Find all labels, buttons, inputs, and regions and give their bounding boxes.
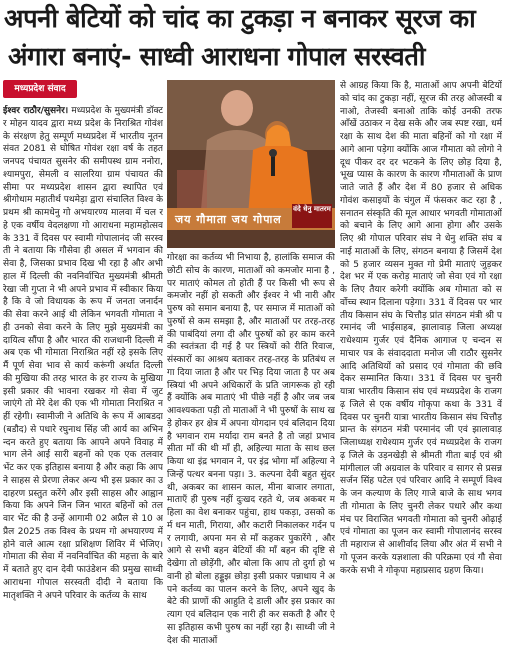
- article-text-left: मध्यप्रदेश के मुख्यमंत्री डॉक्टर मोहन यादव द्वारा मध्य प्रदेश के निराश्रित गोवंश के संरक्षण हेतु सम्पूर्ण मध्यप्रदेश में भारतीय नूतन संवत 2081 से घोषित गोवंश रक्षा वर्ष के तहत जनपद पंचायत सुसनेर की समीपस्थ ग्राम ननोरा, श्यामपुरा, सेमली व सालरिया ग्राम पंचायत की सीमा पर मध्यप्रदेश शासन द्वारा स्थापित एवं श्रीगोधाम महातीर्थ पथमेड़ा द्वारा संचालित विश्व के प्रथम श्री कामधेनु गो अभयारण्य मालवा में चल रहे एक वर्षीय वेदलक्षणा गो आराधना महामहोत्सव के 331 वें दिवस पर स्वामी गोपालानंद जी सरस्वती ने बताया कि गौसेवा ही असल में भगवान की सेवा है, जिसका प्रभाव दिख भी रहा है और अभी हाल में दिल्ली की नवनिर्वाचित मुख्यमंत्री श्रीमती रेखा जी गुप्ता ने भी अपने प्रभाव में स्वीकार किया है कि वे जो विधायक के रूप में जनता जनार्दन की सेवा करने आई थी लेकिन भगवती गोमाता ने ही उनको सेवा करने के लिए मुझे मुख्यमंत्री का दायित्व सौंपा है और भारत की राजधानी दिल्ली में अब एक भी गोमाता निराश्रित नहीं रहे इसके लिए मैं पूर्ण सेवा भाव से कार्य करूंगी अर्थात दिल्ली की मुखिया की तरह भारत के हर राज्य के मुखिया इसी प्रकार की भावना रखकर गो सेवा में जुट जाएंगे तो मेरे देश की एक भी गोमाता निराश्रित नहीं रहेगी। स्वामीजी ने अतिथि के रूप में आबडदा (बडौद) से पधारे रघुनाथ सिंह जी आर्य का अभिनन्दन करते हुए बताया कि आपने अपने विवाह में भाग लेने आई सारी बहनों को एक एक तलवार भेंट कर एक इतिहास बनाया है और कहा कि आपने साहस से प्रेरणा लेकर अन्य भी इस प्रकार का उदाहरण प्रस्तुत करेंगे और इसी साहस और आह्वान किया कि अपने जिन जिन भारत बहिनों को तलवार भेंट की है उन्हें आगामी 02 अप्रैल से 10 अप्रैल 2025 तक विश्व के प्रथम गो अभयारण्य में होने वाले आत्म रक्षा प्रशिक्षण शिविर में भेजिए। गोमाता की सेवा में नवनिर्वाचित की महत्ता के बारे में बताते हुए दान देवी फाउंडेशन की प्रमुख साध्वी आराधना गोपाल सरस्वती दीदी ने बताया कि मातृशक्ति ने अपने परिवार के कर्तव्य के साथ: [3, 106, 163, 601]
- stage-tag: वंदे धेनु मातरम: [292, 204, 332, 228]
- article-column-left: [3, 105, 163, 665]
- article-column-middle: गोरक्षा का कर्तव्य भी निभाया है, हालांकि समाज की छोटी सोच के कारण, माताओं को कमजोर माना है , पर माताएं कोमल तो होती हैं पर किसी भी रूप से कमजोर नहीं हो सकती और ईश्वर ने भी नारी और पुरुष को समान बनाया है, पर समाज में माताओं को पुरुषों से कम समझा है, और माताओं पर तरह-तरह की पाबंदियां लगा दी और पुरुषों को हर काम करने की स्वतंत्रता दी गई है पर स्त्रियों को रीति रिवाज, संस्कारों का आश्रय बताकर तरह-तरह के प्रतिबंध लगा दिया जाता है और पर भिड़ दिया जाता है पर अब स्त्रियां भी अपने अधिकारों के प्रति जागरूक हो रही हैं क्योंकि अब माताएं भी पीछे नहीं है और जब जब आवश्यकता पड़ी तो माताओं ने भी पुरुषों के साथ खड़े होकर हर क्षेत्र में अपना योगदान एवं बलिदान दिया है भगवान राम मर्यादा राम बनते है तो जहां प्रभाव सीता माँ की थी माँ ही, अहिल्या माता के साथ छल किया था इंद्र भगवान ने, पर इंद्र भोगा माँ अहिल्या ने जिन्हें पत्थर बनना पड़ा। 3. कल्पना देवी बहुत सुंदर थी, अकबर का शासन काल, मीना बाजार लगाता, माताएँ ही पुरुष नहीं दुःखद रहते थे, जब अकबर महिला का वेश बनाकर पहुंचा, हाथ पकड़ा, उसको कर्म धन माती, गिराया, और कटारी निकालकर गर्दन पर लगायी, अपना मन से माँ कहकर पुकारेंगे , और आगे से सभी बहन बेटियों की माँ बहन की दृष्टि से देखेगा तो छोड़ेंगी, और बोला कि आप तो दुर्गा हो भवानी हो बोला हड्डूझ छोड़ा इसी प्रकार पन्नाधाय ने अपने कर्तव्य का पालन करने के लिए, अपने खुद के बेटे की प्राणों की आहुति दे डाली और इस प्रकार का त्याग एवं बलिदान एक नारी ही कर सकती है और ऐसा इतिहास कभी पुरुष का नहीं रहा है। साध्वी जी ने देश की माताओं: [167, 253, 335, 646]
- byline: ईश्वर राठौर/सुसनेर।: [3, 106, 69, 116]
- article-column-right: से आग्रह किया कि है, माताओं आप अपनी बेटियों को चांद का टुकड़ा नहीं, सूरज की तरह ओजस्वी बनाओ, तेजस्वी बनाओ ताकि कोई उनकी तरफ आँखें उठाकर न देख सके और जब स्पष्ट रखा, धर्म रक्षा के साथ देश की माता बहिनों को गो रक्षा में आगे आना पड़ेगा क्योंकि आज गौमाता को लोगो ने दूध पीकर दर दर भटकने के लिए छोड़ दिया है, भूख प्यास के कारण के कारण गौमाताओं के प्राण जाते जाते हैं और देश में 80 हजार से अधिक गोवंश कसाइयों के चंगुल में फंसकर कट रहा है , सनातन संस्कृति की मूल आधार भगवती गोमाताओं को बचाने के लिए आगे आना होगा और उसके लिए श्री गोपाल परिवार संघ ने धेनु शक्ति संघ बनाई माताओं के लिए, संगठन बनाया है जिसमें देश को 5 हजार व्यसन मुक्त गो प्रेमी माताएं जुड़कर देश भर में एक करोड़ माताएं जो सेवा एवं गो रक्षा के लिए तैयार करेगी क्योंकि अब गोमाता को सर्वोच्च स्थान दिलाना पड़ेगा। 331 वें दिवस पर भारतीय किसान संघ के चित्तौड़ प्रांत संगठन मंत्री श्री परमानंद जी भाईसाहब, झालावाड़ जिला अध्यक्ष राधेश्याम गुर्जर एवं दैनिक आगाज ए चन्दन समाचार पत्र के संवाददाता मनोज जी राठौर सुसनेर आदि अतिथियों को प्रसाद एवं गोमाता की छवि देकर सम्मानित किया। 331 वें दिवस पर चुनरी यात्रा भारतीय किसान संघ एवं मध्यप्रदेश के राजगढ़ जिले से एक वर्षीय गोकृपा कथा के 331 वें दिवस पर चुनरी यात्रा भारतीय किसान संघ चित्तौड़ प्रान्त के संगठन मंत्री परमानंद जी एवं झालावाड़ जिलाध्यक्ष राधेश्याम गुर्जर एवं मध्यप्रदेश के राजगढ़ जिले के उड़नखेड़ी से श्रीमती गीता बाई एवं श्री मांगीलाल जी अग्रवाल के परिवार व सागर से प्रसन्न सर्जन सिंह पटेल एवं परिवार आदि ने सम्पूर्ण विश्व के जन कल्याण के लिए गाजे बाजे के साथ भगवती गोमाता के लिए चुनरी लेकर पधारे और कथा मंच पर विराजित भगवती गोमाता को चुनरी ओढ़ाई एवं गोमाता का पूजन कर स्वामी गोपालानंद सरस्वती महाराज से आशीर्वाद लिया और अंत में सभी ने गो पूजन करके यज्ञशाला की परिक्रमा एवं गौ सेवा करके सभी ने गोकृपा महाप्रसाद ग्रहण किया।: [340, 81, 502, 576]
- news-photo: [167, 80, 335, 248]
- headline-line-1: अपनी बेटियों को चांद का टुकड़ा न बनाकर सूरज का: [4, 4, 476, 34]
- section-badge: मध्यप्रदेश संवाद: [3, 80, 77, 98]
- photo-banner-text: जय गौमाता जय गोपाल: [175, 213, 282, 226]
- headline: [0, 0, 505, 78]
- headline-line-2: अंगारा बनाएं- साध्वी आराधना गोपाल सरस्वती: [8, 42, 426, 72]
